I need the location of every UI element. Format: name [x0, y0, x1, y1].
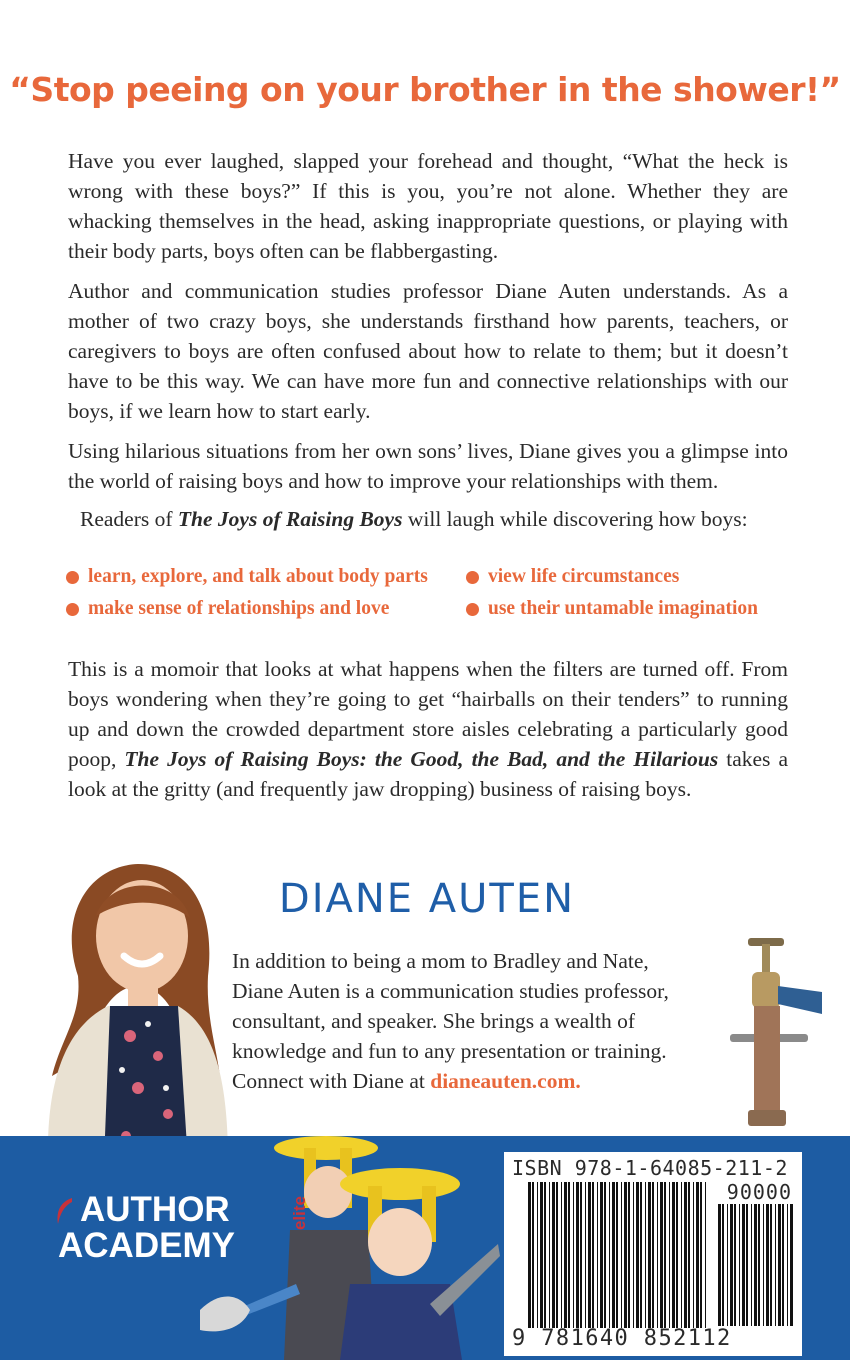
- readers-suffix: will laugh while discovering how boys:: [402, 507, 748, 531]
- headline-quote: “Stop peeing on your brother in the shower!”: [9, 70, 841, 109]
- barcode-panel: [504, 1152, 802, 1356]
- author-bio: In addition to being a mom to Bradley and Nate, Diane Auten is a communication studies professor, consultant, and speaker. She brings a wealth of knowledge and fun to any presentation or training. Connect with Diane at dianeauten.com.: [232, 949, 669, 1093]
- book-title: The Joys of Raising Boys: [177, 507, 403, 531]
- readers-prefix: Readers of: [80, 507, 178, 531]
- publisher-line2: ACADEMY: [58, 1226, 235, 1265]
- list-item: make sense of relationships and love: [66, 596, 466, 622]
- publisher-tag: elite: [290, 1196, 309, 1231]
- bullet-dot-icon: [66, 603, 79, 616]
- spigot-photo: [726, 930, 826, 1130]
- paragraph-author: Author and communication studies professor Diane Auten understands. As a mother of two crazy boys, she understands firsthand how parents, teachers, or caregivers to boys are often confused about how to relate to them; but it doesn’t have to be this way. We can have more fun and connective relationships with our boys, if we learn how to start early.: [68, 279, 788, 423]
- paragraph-memoir: This is a momoir that looks at what happens when the filters are turned off. From boys wondering when they’re going to get “hairballs on their tenders” to running up and down the crowded department store aisles celebrating a particularly good poop, The Joys of Raising Boys: the Good, the Bad, and the Hilarious takes a look at the gritty (and frequently jaw dropping) business of raising boys.: [68, 657, 789, 801]
- price-barcode-bars: [718, 1204, 794, 1326]
- barcode-number: 9 781640 852112: [512, 1326, 732, 1351]
- author-name: DIANE AUTEN: [278, 876, 576, 922]
- list-item: learn, explore, and talk about body parts: [66, 564, 466, 590]
- list-item: view life circumstances: [466, 564, 796, 590]
- bullet-dot-icon: [466, 571, 479, 584]
- bullet-dot-icon: [66, 571, 79, 584]
- author-photo: [38, 856, 228, 1162]
- list-item: use their untamable imagination: [466, 596, 796, 622]
- publisher-swoosh-icon: [54, 1196, 74, 1226]
- paragraph-situations: Using hilarious situations from her own sons’ lives, Diane gives you a glimpse into the world of raising boys and how to improve your relationships with them.: [68, 439, 788, 493]
- isbn-text: ISBN 978-1-64085-211-2: [512, 1156, 788, 1180]
- paragraph-intro: Have you ever laughed, slapped your forehead and thought, “What the heck is wrong with these boys?” If this is you, you’re not alone. Whether they are whacking themselves in the head, asking inappropriate questions, or playing with their body parts, boys often can be flabbergasting.: [68, 149, 788, 263]
- bullet-list: [66, 564, 806, 622]
- author-website-link[interactable]: dianeauten.com.: [430, 1069, 581, 1093]
- book-full-title: The Joys of Raising Boys: the Good, the Bad, and the Hilarious: [124, 747, 719, 771]
- publisher-line1: AUTHOR: [80, 1190, 230, 1229]
- barcode-bars: [528, 1182, 708, 1328]
- kids-photo: [200, 1134, 500, 1360]
- readers-line: [80, 504, 800, 534]
- price-code: 90000: [726, 1180, 792, 1204]
- bullet-dot-icon: [466, 603, 479, 616]
- publisher-logo: [58, 1190, 309, 1265]
